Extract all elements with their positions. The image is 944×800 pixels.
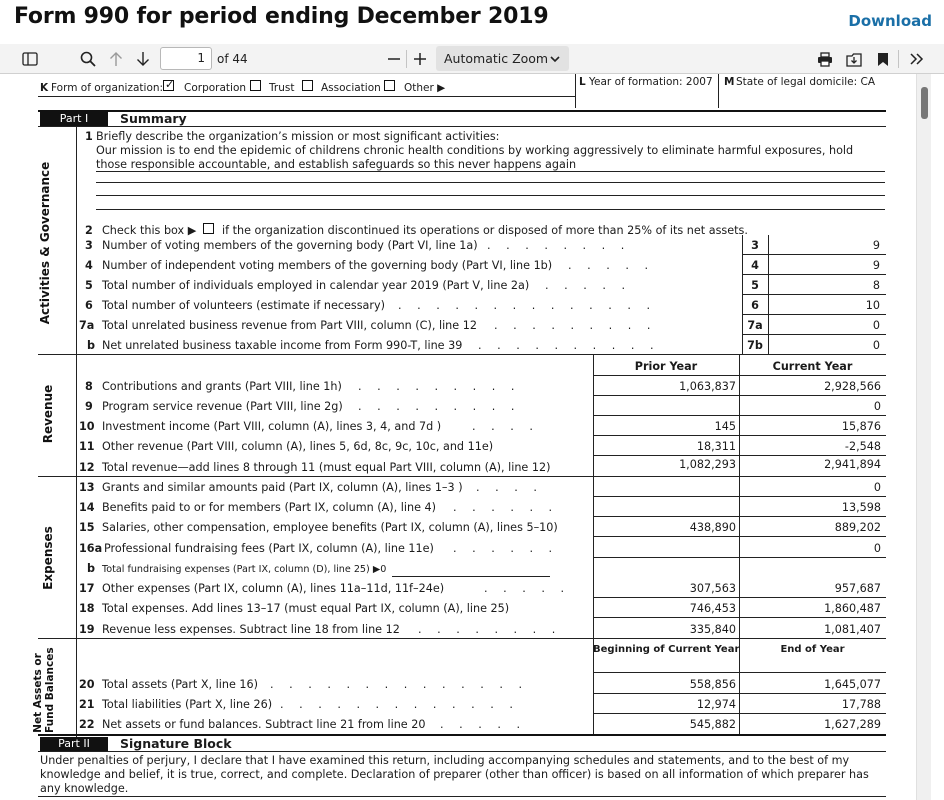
side-label-net-assets bbox=[32, 647, 56, 733]
year-of-formation: Year of formation: 2007 bbox=[589, 76, 713, 88]
chevron-double-right-icon[interactable] bbox=[904, 44, 928, 74]
current-year-value: 0 bbox=[873, 400, 881, 413]
net-assets-label-1: Net Assets or bbox=[32, 653, 44, 733]
leader-dots: . . . . . bbox=[440, 718, 527, 731]
download-icon[interactable] bbox=[843, 44, 865, 74]
divider bbox=[593, 536, 886, 537]
mission-text-1: Our mission is to end the epidemic of childrens chronic health conditions by working aggressively to eliminate harmful exposures, hold bbox=[96, 144, 854, 157]
prior-year-value: 18,311 bbox=[696, 440, 736, 453]
prior-year-header: Prior Year bbox=[634, 360, 698, 373]
current-year-value: 889,202 bbox=[834, 521, 881, 534]
line-text: Investment income (Part VIII, column (A), lines 3, 4, and 7d ) bbox=[102, 420, 442, 433]
leader-dots: . . . . . . bbox=[453, 542, 559, 555]
line-number: 19 bbox=[79, 623, 95, 636]
line-text: Salaries, other compensation, employee benefits (Part IX, column (A), lines 5–10) bbox=[102, 521, 558, 534]
current-year-value: 15,876 bbox=[841, 420, 881, 433]
current-year-value: 2,928,566 bbox=[824, 380, 881, 393]
line-text: Total expenses. Add lines 13–17 (must equal Part IX, column (A), line 25) bbox=[102, 602, 510, 615]
prior-year-value: 746,453 bbox=[689, 602, 736, 615]
current-year-value: 13,598 bbox=[841, 501, 881, 514]
beginning-year-value: 545,882 bbox=[689, 718, 736, 731]
line-box-label: 3 bbox=[751, 239, 759, 252]
divider bbox=[406, 50, 407, 68]
current-year-header: Current Year bbox=[772, 360, 853, 373]
trust-label: Trust bbox=[269, 82, 295, 94]
beginning-year-header: Beginning of Current Year bbox=[593, 644, 740, 655]
line-value: 0 bbox=[872, 339, 880, 352]
side-label-revenue: Revenue bbox=[41, 384, 55, 444]
line-text: Professional fundraising fees (Part IX, column (A), line 11e) bbox=[104, 542, 434, 555]
line-box-label: 6 bbox=[751, 299, 759, 312]
current-year-value: 957,687 bbox=[834, 582, 881, 595]
part-ii-title: Signature Block bbox=[120, 736, 232, 751]
divider bbox=[593, 435, 886, 436]
line-number: 5 bbox=[85, 279, 93, 292]
line-value: 8 bbox=[872, 279, 880, 292]
trust-checkbox[interactable] bbox=[250, 80, 261, 91]
header-bar bbox=[0, 0, 944, 44]
leader-dots: . . . . . bbox=[545, 279, 632, 292]
divider bbox=[593, 415, 886, 416]
line-text: Other revenue (Part VIII, column (A), lines 5, 6d, 8c, 9c, 10c, and 11e) bbox=[102, 440, 494, 453]
line-text: Total number of volunteers (estimate if necessary) bbox=[102, 299, 385, 312]
line-number: 16a bbox=[79, 542, 103, 555]
divider bbox=[593, 516, 886, 517]
beginning-year-value: 12,974 bbox=[696, 698, 736, 711]
line-number: 10 bbox=[79, 420, 95, 433]
divider bbox=[739, 354, 740, 642]
divider bbox=[742, 235, 743, 355]
leader-dots: . . . . . bbox=[484, 582, 571, 595]
zoom-value: Automatic Zoom bbox=[444, 51, 549, 66]
line-number: 4 bbox=[85, 259, 93, 272]
line-number: 21 bbox=[79, 698, 95, 711]
divider bbox=[593, 455, 886, 456]
line-text: Number of independent voting members of the governing body (Part VI, line 1b) bbox=[102, 259, 553, 272]
part-i-title: Summary bbox=[120, 111, 187, 126]
divider bbox=[38, 796, 886, 797]
leader-dots: . . . . . . . . . bbox=[358, 380, 521, 393]
line-number: 15 bbox=[79, 521, 95, 534]
line-text: Net unrelated business taxable income from Form 990-T, line 39 bbox=[102, 339, 463, 352]
line-number: 3 bbox=[85, 239, 93, 252]
divider bbox=[96, 182, 885, 183]
line-number: 9 bbox=[85, 400, 93, 413]
perjury-text-3: any knowledge. bbox=[40, 782, 129, 795]
bookmark-icon[interactable] bbox=[873, 44, 893, 74]
line-text: Contributions and grants (Part VIII, line 1h) bbox=[102, 380, 342, 393]
perjury-text-1: Under penalties of perjury, I declare that I have examined this return, including accompanying schedules and statements, and to the best of my bbox=[40, 754, 850, 767]
divider bbox=[575, 74, 576, 108]
current-year-value: 1,860,487 bbox=[824, 602, 881, 615]
divider bbox=[742, 254, 886, 255]
page-title: Form 990 for period ending December 2019 bbox=[14, 4, 549, 29]
pdf-toolbar bbox=[0, 44, 944, 74]
end-of-year-value: 17,788 bbox=[841, 698, 881, 711]
divider bbox=[38, 751, 886, 752]
divider bbox=[593, 617, 886, 618]
divider bbox=[593, 496, 886, 497]
divider bbox=[742, 274, 886, 275]
other-label: Other ▶ bbox=[404, 82, 446, 94]
part-i-tag: Part I bbox=[40, 112, 108, 126]
prior-year-value: 307,563 bbox=[689, 582, 736, 595]
line-2-text-after: if the organization discontinued its operations or disposed of more than 25% of its net assets. bbox=[222, 224, 748, 237]
search-icon[interactable] bbox=[76, 44, 100, 74]
leader-dots: . . . . . . bbox=[453, 501, 559, 514]
divider bbox=[593, 672, 886, 673]
current-year-value: 1,081,407 bbox=[824, 623, 881, 636]
k-label: K bbox=[40, 82, 49, 94]
current-year-value: -2,548 bbox=[844, 440, 881, 453]
page-count-label: of 44 bbox=[217, 52, 248, 66]
divider bbox=[76, 126, 77, 738]
association-checkbox[interactable] bbox=[302, 80, 313, 91]
chevron-down-icon bbox=[550, 46, 560, 71]
minus-icon[interactable] bbox=[384, 44, 404, 74]
print-icon[interactable] bbox=[814, 44, 836, 74]
divider bbox=[38, 126, 886, 127]
line-number: 14 bbox=[79, 501, 95, 514]
leader-dots: . . . . . . . . bbox=[487, 239, 631, 252]
prior-year-value: 1,063,837 bbox=[679, 380, 736, 393]
line-box-label: 5 bbox=[751, 279, 759, 292]
current-year-value: 0 bbox=[873, 542, 881, 555]
leader-dots: . . . . . bbox=[568, 259, 655, 272]
leader-dots: . . . . . . . . . . . . . bbox=[280, 698, 519, 711]
leader-dots: . . . . . . . . bbox=[418, 623, 562, 636]
line-number: 20 bbox=[79, 678, 95, 691]
divider bbox=[768, 235, 769, 355]
line-1-number: 1 bbox=[85, 130, 93, 143]
line-number: 6 bbox=[85, 299, 93, 312]
divider bbox=[96, 209, 885, 210]
end-of-year-value: 1,627,289 bbox=[824, 718, 881, 731]
divider bbox=[38, 638, 886, 639]
scrollbar[interactable] bbox=[916, 74, 931, 800]
line-number: 22 bbox=[79, 718, 95, 731]
divider bbox=[742, 314, 886, 315]
line-1-text: Briefly describe the organization’s mission or most significant activities: bbox=[96, 130, 500, 143]
mission-text-2: those responsible accountable, and establish safeguards so this never happens again bbox=[96, 158, 577, 171]
leader-dots: . . . . . . . . . . . . . . bbox=[398, 299, 657, 312]
divider bbox=[392, 576, 550, 577]
line-text: Total liabilities (Part X, line 26) bbox=[102, 698, 273, 711]
zoom-select[interactable] bbox=[436, 46, 569, 71]
divider bbox=[96, 195, 885, 196]
net-assets-label-2: Fund Balances bbox=[44, 647, 56, 733]
part-ii-tag: Part II bbox=[40, 737, 108, 751]
divider bbox=[593, 557, 886, 558]
divider bbox=[38, 96, 576, 97]
divider bbox=[593, 713, 886, 714]
line-text: Program service revenue (Part VIII, line 2g) bbox=[102, 400, 343, 413]
leader-dots: . . . . . . . . . . bbox=[478, 339, 660, 352]
line-number: 12 bbox=[79, 461, 95, 474]
beginning-year-value: 558,856 bbox=[689, 678, 736, 691]
divider bbox=[593, 354, 594, 642]
divider bbox=[898, 50, 899, 68]
line-value: 9 bbox=[872, 259, 880, 272]
prior-year-value: 438,890 bbox=[689, 521, 736, 534]
divider bbox=[742, 334, 886, 335]
current-year-value: 2,941,894 bbox=[824, 458, 881, 471]
line-number: 18 bbox=[79, 602, 95, 615]
divider bbox=[38, 354, 886, 355]
line-number: 8 bbox=[85, 380, 93, 393]
line-text: Benefits paid to or for members (Part IX, column (A), line 4) bbox=[102, 501, 436, 514]
m-label: M bbox=[724, 76, 735, 88]
side-label-governance: Activities & Governance bbox=[38, 161, 52, 325]
line-number: 17 bbox=[79, 582, 95, 595]
line-number: 13 bbox=[79, 481, 95, 494]
divider bbox=[593, 395, 886, 396]
line-text: Total fundraising expenses (Part IX, column (D), line 25) ▶0 bbox=[102, 564, 387, 575]
other-checkbox[interactable] bbox=[384, 80, 395, 91]
leader-dots: . . . . bbox=[476, 481, 543, 494]
line-text: Revenue less expenses. Subtract line 18 from line 12 bbox=[102, 623, 400, 636]
line-text: Total unrelated business revenue from Part VIII, column (C), line 12 bbox=[102, 319, 477, 332]
association-label: Association bbox=[321, 82, 381, 94]
end-of-year-value: 1,645,077 bbox=[824, 678, 881, 691]
leader-dots: . . . . . . . . . bbox=[494, 319, 657, 332]
state-of-domicile: State of legal domicile: CA bbox=[736, 76, 876, 88]
plus-icon[interactable] bbox=[410, 44, 430, 74]
side-label-expenses: Expenses bbox=[41, 526, 55, 590]
line-number: b bbox=[87, 562, 96, 575]
line-2-text: Check this box ▶ bbox=[102, 224, 197, 237]
discontinued-checkbox[interactable] bbox=[203, 223, 214, 234]
line-text: Total assets (Part X, line 16) bbox=[102, 678, 258, 691]
sidebar-toggle-icon[interactable] bbox=[16, 44, 44, 74]
prior-year-value: 145 bbox=[714, 420, 736, 433]
divider bbox=[593, 597, 886, 598]
leader-dots: . . . . . . . . . bbox=[358, 400, 521, 413]
line-value: 0 bbox=[872, 319, 880, 332]
download-link[interactable]: Download bbox=[848, 12, 932, 30]
line-box-label: 7a bbox=[747, 319, 763, 332]
leader-dots: . . . . bbox=[472, 420, 539, 433]
l-label: L bbox=[579, 76, 586, 88]
line-box-label: 4 bbox=[751, 259, 759, 272]
current-year-value: 0 bbox=[873, 481, 881, 494]
line-text: Other expenses (Part IX, column (A), lines 11a–11d, 11f–24e) bbox=[102, 582, 445, 595]
line-text: Number of voting members of the governing body (Part VI, line 1a) bbox=[102, 239, 478, 252]
form-of-org-label: Form of organization: bbox=[51, 82, 164, 94]
divider bbox=[38, 476, 886, 477]
corporation-checkbox[interactable] bbox=[163, 80, 174, 91]
prior-year-value: 335,840 bbox=[689, 623, 736, 636]
line-box-label: 7b bbox=[747, 339, 763, 352]
divider bbox=[593, 375, 886, 376]
line-value: 10 bbox=[865, 299, 880, 312]
prior-year-value: 1,082,293 bbox=[679, 458, 736, 471]
divider bbox=[593, 693, 886, 694]
line-text: Total number of individuals employed in calendar year 2019 (Part V, line 2a) bbox=[102, 279, 530, 292]
line-text: Net assets or fund balances. Subtract line 21 from line 20 bbox=[102, 718, 426, 731]
line-number: b bbox=[87, 339, 96, 352]
divider bbox=[742, 294, 886, 295]
leader-dots: . . . . . . . . . . . . . . bbox=[270, 678, 529, 691]
corporation-label: Corporation bbox=[184, 82, 247, 94]
divider bbox=[96, 171, 885, 172]
line-2-number: 2 bbox=[85, 224, 93, 237]
perjury-text-2: knowledge and belief, it is true, correct, and complete. Declaration of preparer (other than officer) is based on all information of which preparer has bbox=[40, 768, 869, 781]
check-mark-icon: ✓ bbox=[165, 78, 175, 91]
end-of-year-header: End of Year bbox=[780, 644, 845, 655]
divider bbox=[718, 74, 719, 108]
page-number-input[interactable]: 1 bbox=[160, 47, 212, 70]
line-number: 7a bbox=[79, 319, 95, 332]
scrollbar-thumb[interactable] bbox=[921, 87, 928, 119]
line-text: Grants and similar amounts paid (Part IX, column (A), lines 1–3 ) bbox=[102, 481, 463, 494]
line-text: Total revenue—add lines 8 through 11 (must equal Part VIII, column (A), line 12) bbox=[102, 461, 551, 474]
arrow-down-icon[interactable] bbox=[133, 44, 153, 74]
line-number: 11 bbox=[79, 440, 95, 453]
arrow-up-icon[interactable] bbox=[106, 44, 126, 74]
line-value: 9 bbox=[872, 239, 880, 252]
